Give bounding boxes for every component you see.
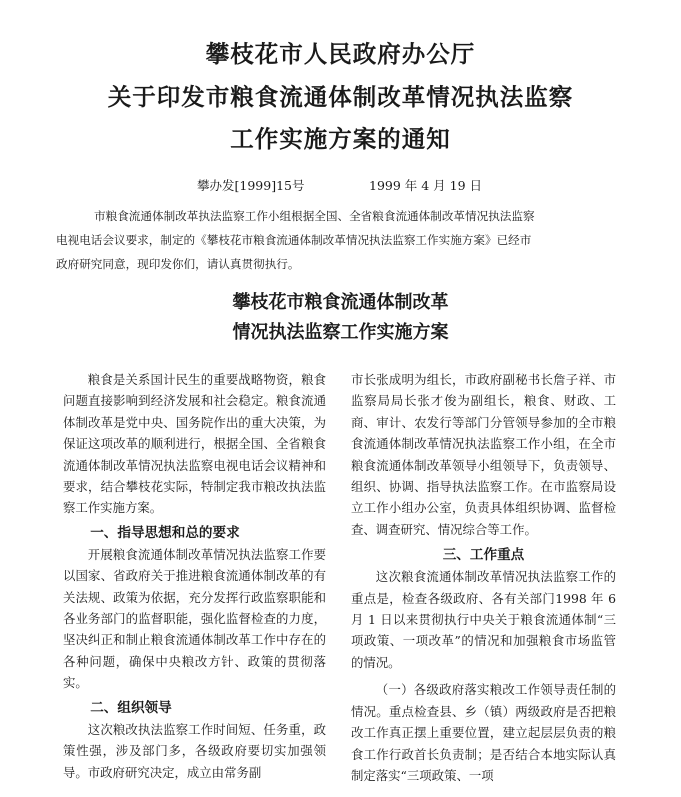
plan-title-line-1: 攀枝花市粮食流通体制改革: [232, 292, 449, 313]
intro-line-1: 市粮食流通体制改革执法监察工作小组根据全国、全省粮食流通体制改革情况执法监察: [94, 209, 535, 223]
paragraph-work-focus: 这次粮食流通体制改革情况执法监察工作的重点是，检查各级政府、各有关部门1998 年 6 月 1 日以来贯彻执行中央关于粮食流通体制“三项政策、一项改革”的情况和加强粮食市场监管的情况。: [351, 569, 616, 670]
paragraph-intro: 粮食是关系国计民生的重要战略物资，粮食问题直接影响到经济发展和社会稳定。粮食流通体制改革是党中央、国务院作出的重大决策，为保证这项改革的顺利进行，根据全国、全省粮食流通体制改革情况执法监察电视电话会议精神和要求，结合攀枝花实际，特制定我市粮改执法监察工作实施方案。: [63, 372, 326, 516]
intro-line-2: 电视电话会议要求，制定的《攀枝花市粮食流通体制改革情况执法监察工作实施方案》已经市: [56, 233, 532, 247]
heading-organization: 二、组织领导: [90, 699, 172, 716]
notice-title-line-3: 工作实施方案的通知: [230, 125, 451, 153]
right-column: [351, 369, 616, 786]
paragraph-organization: 这次粮改执法监察工作时间短、任务重，政策性强，涉及部门多，各级政府要切实加强领导。市政府研究决定，成立由常务副: [63, 721, 326, 780]
document-number: 攀办发[1999]15号: [197, 178, 305, 193]
heading-work-focus: 三、工作重点: [442, 547, 525, 564]
notice-title-line-1: 攀枝花市人民政府办公厅: [205, 40, 476, 68]
notice-title-line-2: 关于印发市粮食流通体制改革情况执法监察: [107, 83, 574, 111]
paragraph-responsibility: （一）各级政府落实粮改工作领导责任制的情况。重点检查县、乡（镇）两级政府是否把粮改工作真正摆上重要位置，建立起层层负责的粮食工作行政首长负责制；是否结合本地实际认真制定落实“三项政策、一项: [351, 682, 616, 783]
plan-title-line-2: 情况执法监察工作实施方案: [232, 322, 449, 343]
intro-line-3: 政府研究同意，现印发你们，请认真贯彻执行。: [56, 257, 300, 271]
left-column: [63, 369, 326, 783]
heading-guiding-principles: 一、指导思想和总的要求: [90, 524, 240, 541]
issue-date: 1999 年 4 月 19 日: [369, 178, 483, 193]
paragraph-guiding-principles: 开展粮食流通体制改革情况执法监察工作要以国家、省政府关于推进粮食流通体制改革的有关法规、政策为依据，充分发挥行政监察职能和各业务部门的监督职能，强化监督检查的力度，坚决纠正和制止粮食流通体制改革工作中存在的各种问题，确保中央粮改方针、政策的贯彻落实。: [63, 546, 326, 691]
paragraph-organization-continued: 市长张成明为组长，市政府副秘书长詹子祥、市监察局局长张才俊为副组长，粮食、财政、工商、审计、农发行等部门分管领导参加的全市粮食流通体制改革情况执法监察工作小组，在全市粮食流通体制改革领导小组领导下，负责领导、组织、协调、指导执法监察工作。在市监察局设立工作小组办公室，负责具体组织协调、监督检查、调查研究、情况综合等工作。: [351, 372, 616, 537]
